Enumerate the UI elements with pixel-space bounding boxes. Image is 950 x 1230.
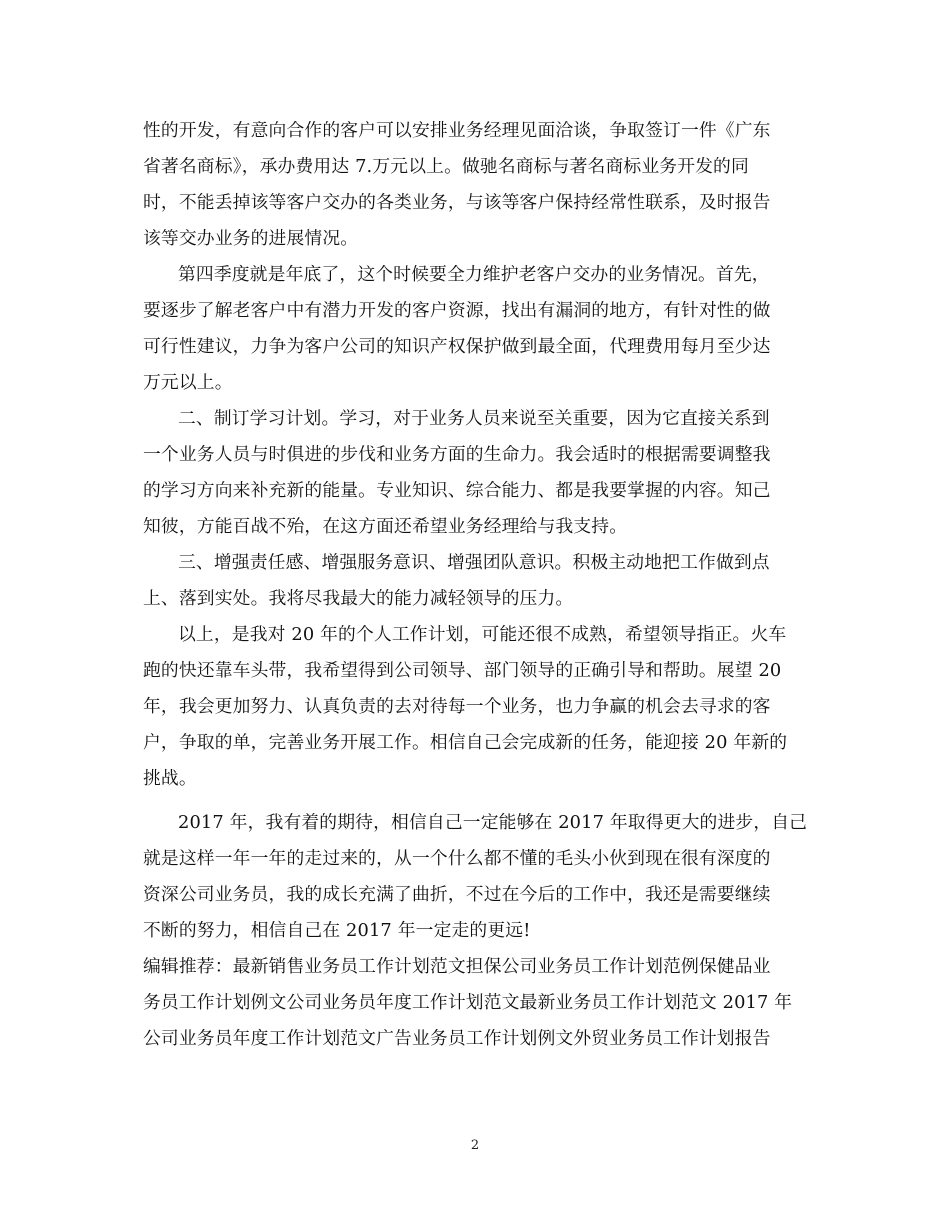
paragraph-4-line-1: 三、增强责任感、增强服务意识、增强团队意识。积极主动地把工作做到点 (178, 552, 770, 573)
paragraph-5-line-5: 挑战。 (143, 768, 197, 789)
paragraph-3-line-3: 的学习方向来补充新的能量。专业知识、综合能力、都是我要掌握的内容。知己 (143, 480, 771, 501)
recommendation-line-2: 务员工作计划例文公司业务员年度工作计划范文最新业务员工作计划范文 2017 年 (143, 992, 793, 1013)
paragraph-1-line-2: 省著名商标》，承办费用达 7.万元以上。做驰名商标与著名商标业务开发的同 (143, 156, 749, 177)
paragraph-5-line-4: 户，争取的单，完善业务开展工作。相信自己会完成新的任务，能迎接 20 年新的 (143, 732, 788, 753)
paragraph-3-line-1: 二、制订学习计划。学习，对于业务人员来说至关重要，因为它直接关系到 (178, 408, 770, 429)
recommendation-line-1: 编辑推荐：最新销售业务员工作计划范文担保公司业务员工作计划范例保健品业 (143, 956, 771, 977)
paragraph-1-line-4: 该等交办业务的进展情况。 (143, 228, 359, 249)
paragraph-1-line-3: 时，不能丢掉该等客户交办的各类业务，与该等客户保持经常性联系，及时报告 (143, 192, 771, 213)
paragraph-6-line-2: 就是这样一年一年的走过来的，从一个什么都不懂的毛头小伙到现在很有深度的 (143, 848, 771, 869)
paragraph-2-line-1: 第四季度就是年底了，这个时候要全力维护老客户交办的业务情况。首先， (178, 264, 770, 285)
paragraph-2-line-2: 要逐步了解老客户中有潜力开发的客户资源，找出有漏洞的地方，有针对性的做 (143, 300, 771, 321)
paragraph-5-line-2: 跑的快还靠车头带，我希望得到公司领导、部门领导的正确引导和帮助。展望 20 (143, 660, 782, 681)
paragraph-2-line-3: 可行性建议，力争为客户公司的知识产权保护做到最全面，代理费用每月至少达 (143, 336, 771, 357)
page-number: 2 (470, 1138, 480, 1153)
paragraph-5-line-1: 以上，是我对 20 年的个人工作计划，可能还很不成熟，希望领导指正。火车 (178, 624, 787, 645)
paragraph-5-line-3: 年，我会更加努力、认真负责的去对待每一个业务，也力争赢的机会去寻求的客 (143, 696, 771, 717)
recommendation-line-3: 公司业务员年度工作计划范文广告业务员工作计划例文外贸业务员工作计划报告 (143, 1028, 771, 1049)
paragraph-3-line-4: 知彼，方能百战不殆，在这方面还希望业务经理给与我支持。 (143, 516, 628, 537)
paragraph-4-line-2: 上、落到实处。我将尽我最大的能力减轻领导的压力。 (143, 588, 574, 609)
paragraph-6-line-4: 不断的努力，相信自己在 2017 年一定走的更远! (143, 920, 531, 941)
paragraph-1-line-1: 性的开发，有意向合作的客户可以安排业务经理见面洽谈，争取签订一件《广东 (143, 120, 771, 141)
paragraph-2-line-4: 万元以上。 (143, 372, 233, 393)
paragraph-6-line-3: 资深公司业务员，我的成长充满了曲折，不过在今后的工作中，我还是需要继续 (143, 884, 771, 905)
paragraph-6-line-1: 2017 年，我有着的期待，相信自己一定能够在 2017 年取得更大的进步，自己 (178, 812, 808, 833)
paragraph-3-line-2: 一个业务人员与时俱进的步伐和业务方面的生命力。我会适时的根据需要调整我 (143, 444, 771, 465)
